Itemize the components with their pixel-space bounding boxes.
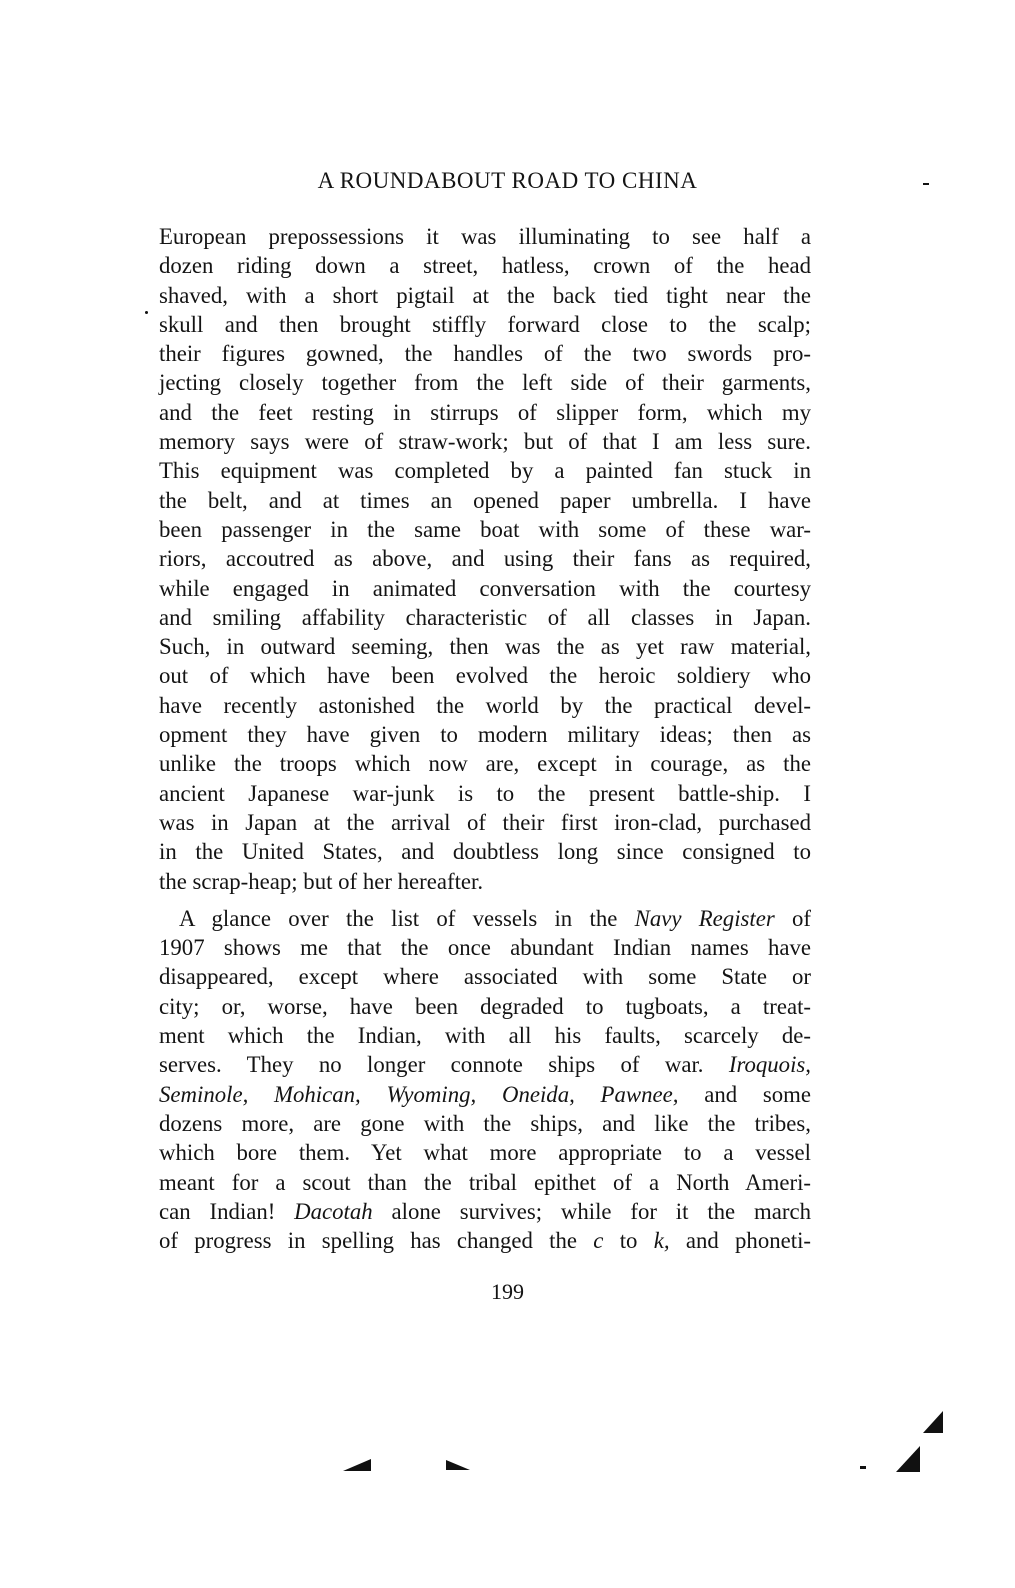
scan-speck <box>145 311 148 314</box>
text-line: memory says were of straw-work; but of that I am less sure. <box>159 429 811 455</box>
text-line: meant for a scout than the tribal epithet of a North Ameri- <box>159 1169 811 1195</box>
text-line: jecting closely together from the left side of their garments, <box>159 370 811 396</box>
paragraph <box>159 222 811 896</box>
text-line: been passenger in the same boat with some of these war- <box>159 516 811 542</box>
scan-artifact <box>923 1411 943 1433</box>
text-line: opment they have given to modern military ideas; then as <box>159 722 811 748</box>
text-line: dozen riding down a street, hatless, crown of the head <box>159 253 811 279</box>
text-line: ancient Japanese war-junk is to the present battle-ship. I <box>159 780 811 806</box>
running-head: A ROUNDABOUT ROAD TO CHINA <box>317 168 698 193</box>
text-line: and the feet resting in stirrups of slipper form, which my <box>159 399 811 425</box>
text-line: Seminole, Mohican, Wyoming, Oneida, Pawnee, and some <box>159 1081 811 1107</box>
text-line: can Indian! Dacotah alone survives; while for it the march <box>159 1198 811 1224</box>
page-number: 199 <box>491 1279 524 1304</box>
scan-speck <box>923 183 929 185</box>
body-text <box>159 222 811 1255</box>
text-line: 1907 shows me that the once abundant Indian names have <box>159 935 811 961</box>
text-line: shaved, with a short pigtail at the back tied tight near the <box>159 282 811 308</box>
text-line: unlike the troops which now are, except in courage, as the <box>159 751 811 777</box>
text-line: dozens more, are gone with the ships, and like the tribes, <box>159 1110 811 1136</box>
text-line: city; or, worse, have been degraded to tugboats, a treat- <box>159 993 811 1019</box>
text-line: was in Japan at the arrival of their first iron-clad, purchased <box>159 809 811 835</box>
text-line: skull and then brought stiffly forward close to the scalp; <box>159 311 811 337</box>
text-line: A glance over the list of vessels in the Navy Register of <box>179 905 811 931</box>
paragraph-gap <box>159 896 811 904</box>
text-line: the scrap-heap; but of her hereafter. <box>159 868 484 894</box>
text-line: their figures gowned, the handles of the two swords pro- <box>159 341 811 367</box>
scan-artifact <box>343 1459 371 1471</box>
text-line: European prepossessions it was illuminating to see half a <box>159 224 811 249</box>
text-line: This equipment was completed by a painted fan stuck in <box>159 458 811 484</box>
text-line: serves. They no longer connote ships of war. Iroquois, <box>159 1052 811 1078</box>
scan-artifact <box>896 1446 920 1472</box>
text-line: while engaged in animated conversation with the courtesy <box>159 575 811 601</box>
text-line: which bore them. Yet what more appropriate to a vessel <box>159 1140 811 1166</box>
text-line: the belt, and at times an opened paper umbrella. I have <box>159 487 811 513</box>
scan-artifact <box>446 1460 470 1470</box>
text-line: Such, in outward seeming, then was the as yet raw material, <box>159 634 811 660</box>
text-line: riors, accoutred as above, and using their fans as required, <box>159 546 811 572</box>
text-line: in the United States, and doubtless long since consigned to <box>159 839 811 865</box>
paragraph <box>159 904 811 1256</box>
text-line: of progress in spelling has changed the c to k, and phoneti- <box>159 1228 811 1254</box>
text-line: and smiling affability characteristic of all classes in Japan. <box>159 604 811 630</box>
text-line: out of which have been evolved the heroic soldiery who <box>159 663 811 689</box>
scan-speck <box>860 1466 866 1469</box>
text-line: disappeared, except where associated with some State or <box>159 964 811 990</box>
text-line: ment which the Indian, with all his faults, scarcely de- <box>159 1023 811 1049</box>
text-line: have recently astonished the world by the practical devel- <box>159 692 811 718</box>
